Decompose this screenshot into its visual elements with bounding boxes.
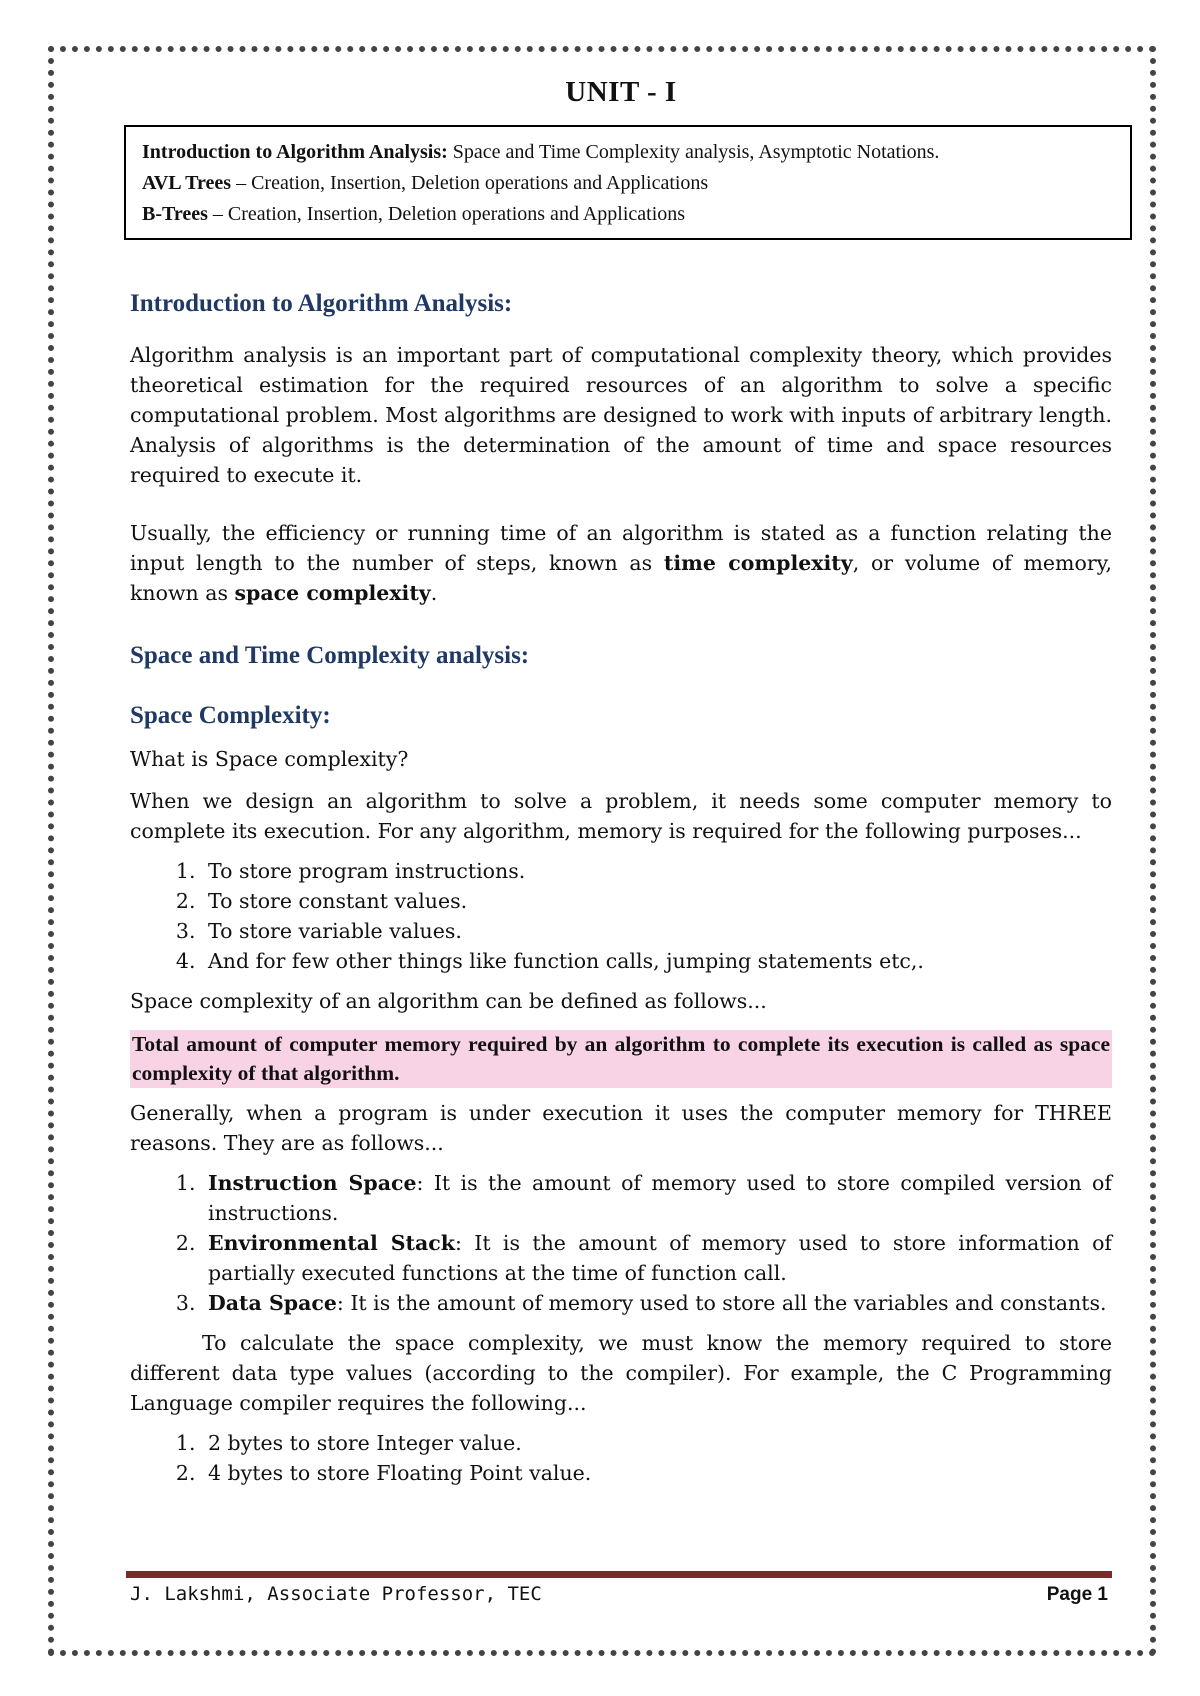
footer-rule bbox=[126, 1571, 1112, 1578]
footer-page-number: Page 1 bbox=[1046, 1584, 1108, 1605]
section-heading-space-complexity: Space Complexity: bbox=[130, 702, 331, 729]
purposes-list bbox=[130, 856, 1112, 976]
sizes-list bbox=[130, 1428, 1112, 1488]
syllabus-box bbox=[124, 125, 1132, 240]
list-item: 1. Instruction Space: It is the amount of memory used to store compiled version of instructions. bbox=[202, 1168, 1112, 1228]
list-item: 2. Environmental Stack: It is the amount of memory used to store information of partially executed functions at the time of function call. bbox=[202, 1228, 1112, 1288]
syllabus-line bbox=[142, 168, 1114, 199]
unit-title: UNIT - I bbox=[565, 76, 677, 108]
general-paragraph: Generally, when a program is under execution it uses the computer memory for THREE reasons. They are as follows... bbox=[130, 1101, 1112, 1155]
syllabus-line bbox=[142, 137, 1114, 168]
calculation-paragraph: To calculate the space complexity, we must know the memory required to store different data type values (according to the compiler). For example, the C Programming Language compiler requires the following... bbox=[130, 1331, 1112, 1415]
syllabus-subtopics: – Creation, Insertion, Deletion operations and Applications bbox=[207, 203, 686, 225]
list-item: 2. 4 bytes to store Floating Point value. bbox=[202, 1458, 1112, 1488]
list-item: 3. To store variable values. bbox=[202, 916, 1112, 946]
syllabus-topic: Introduction to Algorithm Analysis: bbox=[142, 141, 448, 163]
term-space-complexity: space complexity bbox=[234, 581, 431, 605]
reasons-list bbox=[130, 1168, 1112, 1318]
list-item: 2. To store constant values. bbox=[202, 886, 1112, 916]
reason-term: Environmental Stack bbox=[208, 1231, 455, 1255]
syllabus-subtopics: – Creation, Insertion, Deletion operations and Applications bbox=[231, 172, 709, 194]
list-item: 1. To store program instructions. bbox=[202, 856, 1112, 886]
efficiency-paragraph: Usually, the efficiency or running time of an algorithm is stated as a function relating the input length to the number of steps, known as time complexity, or volume of memory, known as space complexity. bbox=[130, 521, 1113, 605]
definition-intro: Space complexity of an algorithm can be defined as follows... bbox=[130, 989, 767, 1013]
section-heading-space-time: Space and Time Complexity analysis: bbox=[130, 642, 530, 669]
syllabus-topic: B-Trees bbox=[142, 203, 208, 225]
syllabus-subtopics: Space and Time Complexity analysis, Asymptotic Notations. bbox=[447, 141, 940, 163]
list-item: 1. 2 bytes to store Integer value. bbox=[202, 1428, 1112, 1458]
term-time-complexity: time complexity bbox=[663, 551, 853, 575]
syllabus-line bbox=[142, 199, 1114, 230]
list-item: 3. Data Space: It is the amount of memory used to store all the variables and constants. bbox=[202, 1288, 1112, 1318]
footer-author: J. Lakshmi, Associate Professor, TEC bbox=[130, 1583, 542, 1605]
list-item: 4. And for few other things like function calls, jumping statements etc,. bbox=[202, 946, 1112, 976]
page-content bbox=[130, 70, 1112, 1488]
definition-highlight: Total amount of computer memory required by an algorithm to complete its execution is called as space complexity of that algorithm. bbox=[130, 1030, 1112, 1088]
reason-term: Data Space bbox=[208, 1291, 337, 1315]
syllabus-topic: AVL Trees bbox=[142, 172, 232, 194]
intro-paragraph: Algorithm analysis is an important part of computational complexity theory, which provides theoretical estimation for the required resources of an algorithm to solve a specific computational problem. Most algorithms are designed to work with inputs of arbitrary length. Analysis of algorithms is the determination of the amount of time and space resources required to execute it. bbox=[130, 343, 1112, 487]
reason-term: Instruction Space bbox=[208, 1171, 417, 1195]
question-line: What is Space complexity? bbox=[130, 747, 409, 771]
section-heading-intro: Introduction to Algorithm Analysis: bbox=[130, 290, 513, 317]
design-paragraph: When we design an algorithm to solve a problem, it needs some computer memory to complete its execution. For any algorithm, memory is required for the following purposes... bbox=[130, 789, 1112, 843]
